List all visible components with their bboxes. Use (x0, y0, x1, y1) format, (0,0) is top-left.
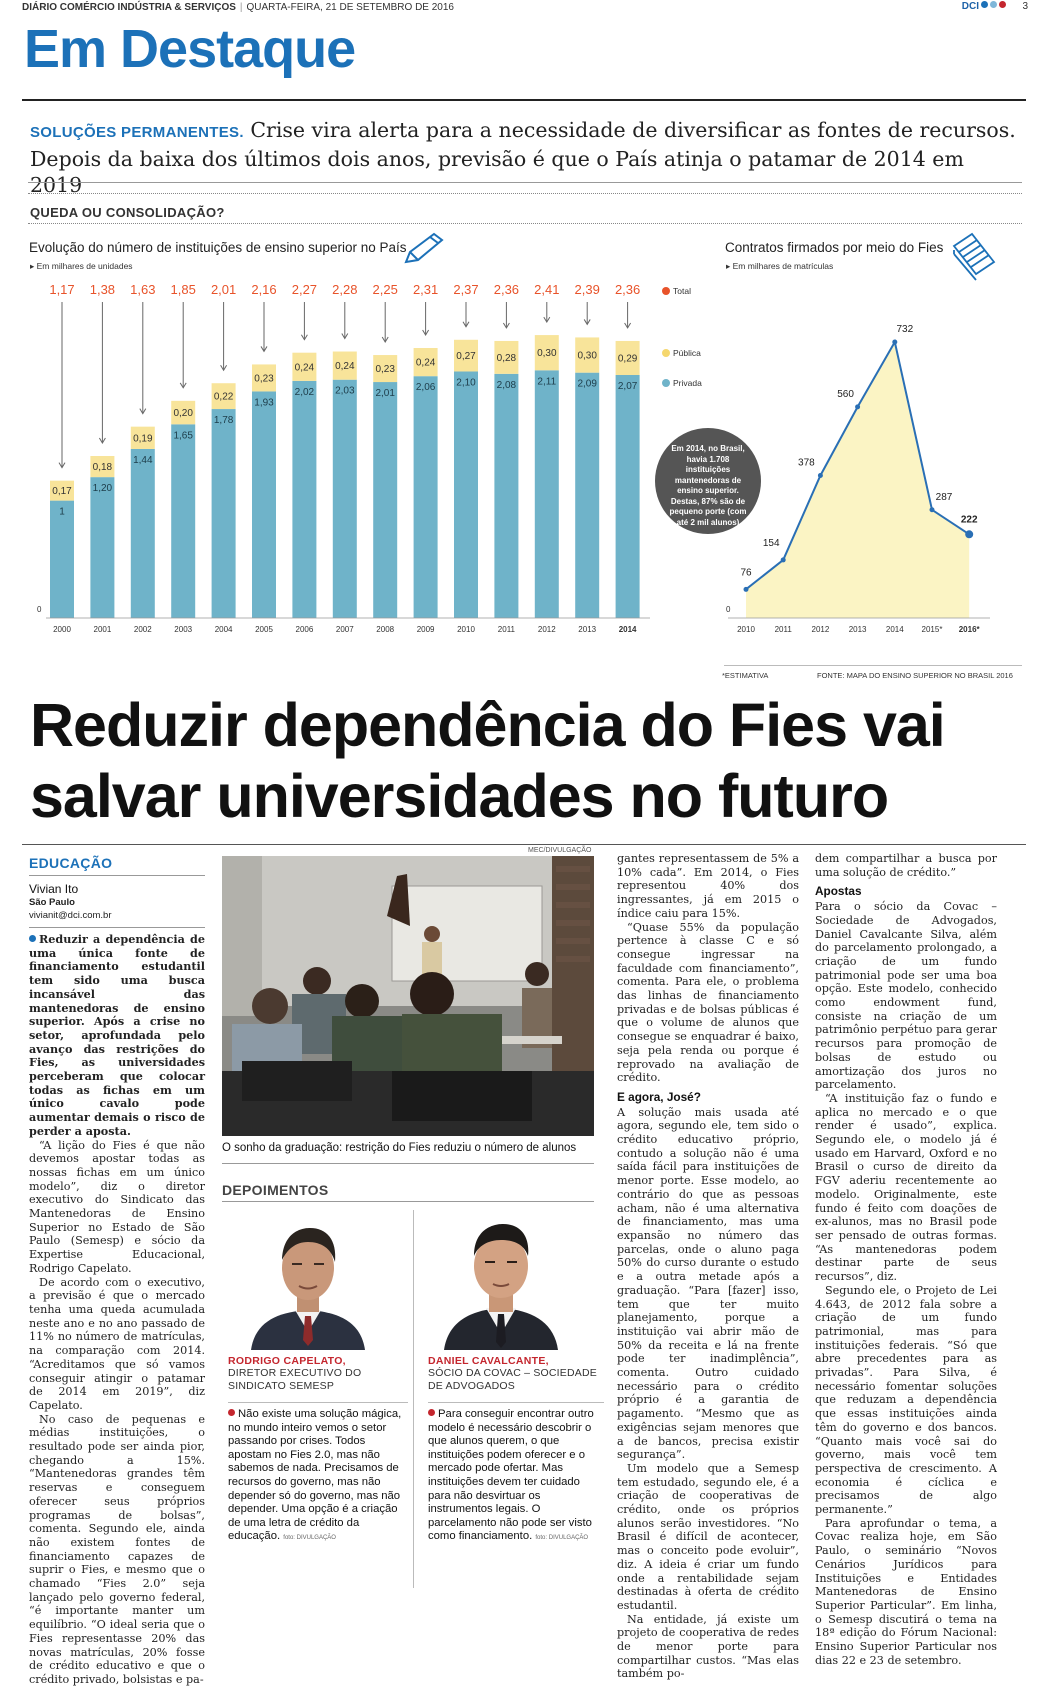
chart1-zero-label: 0 (37, 605, 42, 614)
article-paragraph: dem compartilhar a busca por uma solução de crédito.” (815, 852, 997, 879)
bar-category-label: 2000 (53, 625, 71, 634)
chart2-zero-label: 0 (726, 605, 731, 614)
bar-total-label: 1,85 (170, 282, 196, 297)
bar-total-label: 2,27 (291, 282, 318, 297)
bar-category-label: 2009 (416, 625, 435, 634)
bar-private (333, 380, 357, 618)
infographic-top-rule (28, 193, 1022, 194)
chart2-footer-rule (724, 665, 1022, 666)
bar-private-value: 2,08 (496, 379, 517, 391)
article-lead: Reduzir a dependência de uma única fonte de financiamento estudantil tem sido uma busca incansável das mantenedoras de ensino superior. Após a crise no setor, aprofundada pelo avanço das restrições do Fies, as universidades perceberam que colocar todas as fichas em um único cavalo pode aumentar demais o risco de perder a aposta. (29, 932, 205, 1138)
bar-private-value: 2,07 (617, 381, 638, 392)
infographic-heading: QUEDA OU CONSOLIDAÇÃO? (30, 205, 225, 220)
area-category-label: 2015* (921, 625, 943, 634)
bar-category-label: 2010 (457, 625, 475, 634)
headline-rule (22, 844, 1026, 845)
bar-category-label: 2001 (93, 625, 112, 634)
section-title: Em Destaque (24, 19, 356, 79)
area-point (930, 507, 935, 512)
testimonials-title: DEPOIMENTOS (222, 1182, 329, 1198)
bar-public-value: 0,18 (92, 462, 113, 474)
bar-public-value: 0,23 (375, 364, 395, 376)
article-paragraph: Na entidade, já existe um projeto de cooperativa de redes de menor porte para compartilhar custos. “Mas elas também po- (617, 1612, 799, 1681)
bar-total-label: 1,38 (89, 282, 116, 297)
bar-private (171, 424, 195, 618)
bar-private (131, 449, 155, 618)
bar-total-label: 2,16 (251, 282, 277, 297)
article-paragraph: A solução mais usada até agora, segundo ele, tem sido o crédito educativo próprio, contudo a solução não é uma saída fácil para instituições de menor porte. Esse modelo, ao contrário do que as pessoas acham, não é uma alternativa de financiamento, mas uma expansão no número das parcelas, onde o aluno paga 50% do curso durante o estudo e a outra metade após a graduação. “Para [fazer] isso, tem que ter muito planejamento, porque a instituição vai abrir mão de 50% da receita e lá na frente pode ter inadimplência”, comenta. Outro cuidado necessário para o crédito próprio é a garantia de pagamento. “Mesmo que as exigências sejam menores que a de bancos, precisa existir segurança”. (617, 1105, 799, 1462)
bar-private-value: 2,10 (456, 377, 476, 389)
deck (30, 117, 1020, 198)
publication-name: DIÁRIO COMÉRCIO INDÚSTRIA & SERVIÇOS (22, 2, 236, 13)
footnote: *ESTIMATIVA (722, 671, 769, 680)
chart2-subtitle: ▸ Em milhares de matrículas (726, 261, 834, 271)
testimonial-left-role: DIRETOR EXECUTIVO DO SINDICATO SEMESP (228, 1367, 362, 1392)
bar-category-label: 2005 (255, 625, 273, 634)
area-point (818, 473, 823, 478)
chart2-area (726, 324, 990, 634)
bar-private (252, 391, 276, 618)
edition-date: QUARTA-FEIRA, 21 DE SETEMBRO DE 2016 (246, 2, 454, 13)
area-value-label: 154 (762, 537, 780, 549)
testimonial-divider (413, 1210, 414, 1588)
bar-category-label: 2008 (376, 625, 395, 634)
bar-private-value: 2,06 (415, 382, 436, 394)
section-rule (22, 99, 1026, 101)
chart2-title: Contratos firmados por meio do Fies (725, 240, 944, 255)
bar-public-value: 0,24 (294, 362, 315, 374)
bar-private-value: 1,20 (92, 483, 113, 495)
article-paragraph: Segundo ele, o Projeto de Lei 4.643, de 2012 fala sobre a criação de um fundo patrimonial, mas para instituições federais. “Só que abre precedentes para as privadas”. Para Silva, é necessário fomentar soluções que reduzam a dependência que essas instituições ainda têm do governo e dos bancos. “Quanto mais você sai do governo, mais você tem perspectiva de crescimento. A economia é cíclica e precisamos de algo permanente.” (815, 1283, 997, 1517)
bar-private (50, 501, 74, 618)
article-paragraph: No caso de pequenas e médias instituições, o resultado pode ser ainda pior, chegando a 15%. “Mantenedoras grandes têm reservas e conseguem oferecer seus próprios programas de bolsas”, comenta. Segundo ele, ainda não existem fontes de financiamento capazes de suprir o Fies, e mesmo que o chamado “Fies 2.0” seja lançado pelo governo federal, “é importante manter um equilíbrio. “O ideal seria que o Fies representasse 20% das novas matrículas, 20% fosse de crédito educativo e que o crédito privado, bolsistas e pa- (29, 1412, 205, 1686)
author-email: vivianit@dci.com.br (29, 910, 112, 921)
bar-category-label: 2004 (214, 625, 233, 634)
article-paragraph: “A lição do Fies é que não devemos apostar todas as nossas fichas em um único modelo”, diz o diretor executivo do Sindicato das Mantenedoras de Ensino Superior no Estado de São Paulo (Semesp) e sócio da Expertise Educacional, Rodrigo Capelato. (29, 1138, 205, 1275)
bar-public-value: 0,19 (133, 433, 153, 445)
bar-private-value: 2,11 (537, 376, 557, 388)
testimonial-left-quote: Não existe uma solução mágica, no mundo inteiro vemos o setor passando por crises. Todos apostam no Fies 2.0, mas não sabemos de nada. Precisamos de recursos do governo, mas não depender só do governo, mas não depender. Uma opção é a criação de uma letra de crédito da educação. foto: DIVULGAÇÃO (228, 1408, 402, 1543)
bar-category-label: 2003 (174, 625, 193, 634)
bar-private-value: 1,65 (173, 430, 193, 442)
bar-total-label: 1,17 (49, 282, 75, 297)
photo-credit: MEC/DIVULGAÇÃO (528, 847, 592, 854)
bar-total-label: 2,31 (412, 282, 439, 297)
bar-private (575, 373, 599, 618)
annotation-bubble: Em 2014, no Brasil, havia 1.708 instituições mantenedoras de ensino superior. Destas, 87% são de pequeno porte (com até 2 mil alunos) (655, 428, 761, 534)
bar-public-value: 0,28 (496, 352, 517, 364)
page-number: 3 (1022, 1, 1028, 12)
charts-canvas (0, 270, 1050, 670)
bar-public-value: 0,22 (213, 391, 234, 403)
area-category-label: 2011 (774, 625, 792, 634)
brand-logo: DCI (962, 1, 1006, 12)
bar-private-value: 1,44 (133, 454, 153, 466)
legend-total-swatch (662, 287, 670, 295)
deck-text: Crise vira alerta para a necessidade de diversificar as fontes de recursos. Depois da baixa dos últimos dois anos, previsão é que o País atinja o patamar de 2014 em 2019 (30, 118, 1016, 197)
bar-total-label: 2,39 (574, 282, 600, 297)
bar-private-value: 2,01 (375, 388, 395, 400)
masthead-bar: DIÁRIO COMÉRCIO INDÚSTRIA & SERVIÇOS | QUARTA-FEIRA, 21 DE SETEMBRO DE 2016 (22, 2, 454, 13)
article-column-4 (815, 852, 997, 1667)
article-column-1 (29, 855, 205, 1687)
bar-category-label: 2011 (497, 625, 516, 634)
article-paragraph: “A instituição faz o fundo e aplica no mercado e o que render é usado”, explica. Segundo ele, o modelo já é usado em Harvard, Oxford e no Brasil o curso de direito da FGV aderiu recentemente ao modelo. Originalmente, este fundo é feito com doações de ex-alunos, mas no Brasil pode ser pensado de outras formas. “As mantenedoras podem destinar parte de seus recursos”, diz. (815, 1091, 997, 1284)
article-paragraph: Um modelo que a Semesp tem estudado, segundo ele, é a criação de cooperativas de crédito, onde os próprios alunos serão investidores. “No Brasil é difícil de acontecer, mas o conceito pode evoluir”, diz. A ideia é criar um fundo onde a rentabilidade sejam destinadas à oferta de crédito estudantil. (617, 1461, 799, 1612)
pencil-icon (402, 230, 448, 266)
bar-private (414, 376, 438, 618)
deck-kicker: SOLUÇÕES PERMANENTES. (30, 124, 244, 141)
testimonial-left (228, 1355, 408, 1546)
author-name: Vivian Ito (29, 882, 79, 896)
area-value-label: 287 (935, 491, 953, 503)
bar-category-label: 2014 (618, 625, 637, 634)
bar-public-value: 0,30 (537, 348, 557, 360)
bar-public-value: 0,24 (335, 361, 355, 373)
deck-rule (28, 182, 1022, 183)
area-category-label: 2014 (885, 625, 904, 634)
bar-category-label: 2012 (537, 625, 556, 634)
bar-total-label: 2,36 (493, 282, 520, 297)
legend-public-swatch (662, 349, 670, 357)
bar-private (535, 370, 559, 618)
article-paragraph: Para aprofundar o tema, a Covac realiza hoje, em São Paulo, o seminário “Novos Cenários Jurídicos para Instituições e Entidades Mantenedoras de Ensino Superior Particular”. Em linha, o Semesp discutirá o tema na 18ª edição do Fórum Nacional: Ensino Superior Particular nos dias 22 e 23 de setembro. (815, 1516, 997, 1667)
chart1-bars (37, 282, 702, 634)
bar-category-label: 2007 (335, 625, 354, 634)
area-value-label: 378 (798, 457, 815, 469)
legend-private-label: Privada (673, 378, 702, 388)
area-value-label: 222 (960, 514, 978, 526)
area-fill (746, 342, 969, 618)
bar-private-value: 1 (59, 506, 65, 518)
legend-public-label: Pública (673, 348, 701, 358)
article-paragraph: De acordo com o executivo, a previsão é que o mercado tenha uma queda acumulada neste ano e no ano passado de 11% no número de matrículas, na comparação com 2014. “Acreditamos que só vamos conseguir atingir o patamar de 2014 em 2019”, diz Capelato. (29, 1275, 205, 1412)
bar-public-value: 0,30 (577, 350, 597, 362)
bar-category-label: 2002 (133, 625, 152, 634)
area-point (892, 340, 897, 345)
bar-private (616, 375, 640, 618)
area-point (965, 530, 973, 538)
article-subhead: Apostas (815, 884, 862, 899)
article-paragraph: gantes representassem de 5% a 10% cada”. Em 2014, o Fies representou 40% dos ingressantes, já em 2015 o índice caiu para 15%. (617, 852, 799, 920)
bar-category-label: 2013 (578, 625, 597, 634)
bar-private (454, 371, 478, 618)
testimonial-right-name: DANIEL CAVALCANTE, (428, 1355, 549, 1367)
area-point (781, 557, 786, 562)
area-value-label: 76 (740, 567, 752, 579)
legend-private-swatch (662, 379, 670, 387)
bar-total-label: 2,36 (614, 282, 641, 297)
article-column-3 (617, 852, 799, 1681)
portrait-daniel-cavalcante (440, 1210, 562, 1350)
bar-category-label: 2006 (295, 625, 314, 634)
bar-private (90, 477, 114, 618)
area-value-label: 732 (896, 324, 914, 335)
source-note: FONTE: MAPA DO ENSINO SUPERIOR NO BRASIL 2016 (817, 671, 1013, 680)
article-subhead: E agora, José? (617, 1089, 701, 1104)
chart1-title: Evolução do número de instituições de ensino superior no País (29, 240, 407, 255)
testimonial-right-quote: Para conseguir encontrar outro modelo é necessário descobrir o que alunos querem, o que instituições podem oferecer e o mercado pode ofertar. Mas instituições devem ter cuidado para não desvirtuar os instrumentos legais. O parcelamento não pode ser visto como financiamento. foto: DIVULGAÇÃO (428, 1408, 594, 1543)
bar-total-label: 1,63 (130, 282, 156, 297)
area-value-label: 560 (837, 388, 854, 400)
photo-caption: O sonho da graduação: restrição do Fies reduziu o número de alunos (222, 1142, 577, 1154)
area-category-label: 2012 (811, 625, 830, 634)
bar-private (292, 381, 316, 618)
legend-total-label: Total (673, 286, 691, 296)
article-rubric: EDUCAÇÃO (29, 855, 113, 871)
infographic-heading-rule (28, 223, 1022, 224)
testimonial-right-role: SÓCIO DA COVAC – SOCIEDADE DE ADVOGADOS (428, 1367, 597, 1392)
portrait-rodrigo-capelato (247, 1210, 369, 1350)
area-category-label: 2016* (958, 625, 980, 634)
article-paragraph: Para o sócio da Covac – Sociedade de Advogados, Daniel Cavalcante Silva, além do parcelamento prolongado, a criação de um fundo patrimonial pode ser uma boa opção. Este modelo, conhecido como endowment fund, consiste na criação de um patrimônio perpétuo para gerar recursos para promoção de bolsas de estudo ou amortização dos juros no parcelamento. (815, 900, 997, 1092)
bar-public-value: 0,27 (456, 351, 476, 363)
testimonial-left-name: RODRIGO CAPELATO, (228, 1355, 346, 1367)
bar-public-value: 0,29 (617, 353, 638, 365)
bar-private-value: 2,03 (335, 385, 355, 397)
caption-rule (222, 1163, 594, 1164)
bar-private-value: 2,09 (577, 378, 597, 390)
bar-total-label: 2,41 (534, 282, 560, 297)
bar-total-label: 2,37 (453, 282, 479, 297)
bar-private-value: 1,93 (254, 397, 274, 409)
bar-public-value: 0,20 (173, 408, 193, 420)
area-category-label: 2013 (848, 625, 867, 634)
bar-public-value: 0,23 (254, 373, 274, 385)
bar-private (494, 374, 518, 618)
bar-total-label: 2,25 (372, 282, 398, 297)
bar-public-value: 0,24 (415, 357, 436, 369)
bar-private (373, 382, 397, 618)
bar-public-value: 0,17 (52, 486, 72, 498)
bar-total-label: 2,01 (210, 282, 237, 297)
testimonials-rule (222, 1201, 594, 1202)
chart1-subtitle: ▸ Em milhares de unidades (30, 261, 133, 271)
bar-private-value: 2,02 (294, 386, 315, 398)
classroom-photo (222, 856, 594, 1136)
article-paragraph: “Quase 55% da população pertence à classe C e só consegue ingressar na faculdade com financiamento”, comenta. Para ele, o problema das linhas de financiamento privadas e de bolsas públicas é que o volume de alunos que consegue se enquadrar é baixo, seja pela renda ou porque é reprovado na avaliação de crédito. (617, 920, 799, 1085)
area-point (855, 404, 860, 409)
author-city: São Paulo (29, 897, 75, 908)
bar-total-label: 2,28 (332, 282, 358, 297)
testimonial-right (428, 1355, 604, 1546)
bar-private (212, 409, 236, 618)
bar-private-value: 1,78 (213, 415, 234, 427)
area-point (744, 587, 749, 592)
article-headline: Reduzir dependência do Fies vai salvar universidades no futuro (30, 691, 945, 830)
area-category-label: 2010 (737, 625, 755, 634)
